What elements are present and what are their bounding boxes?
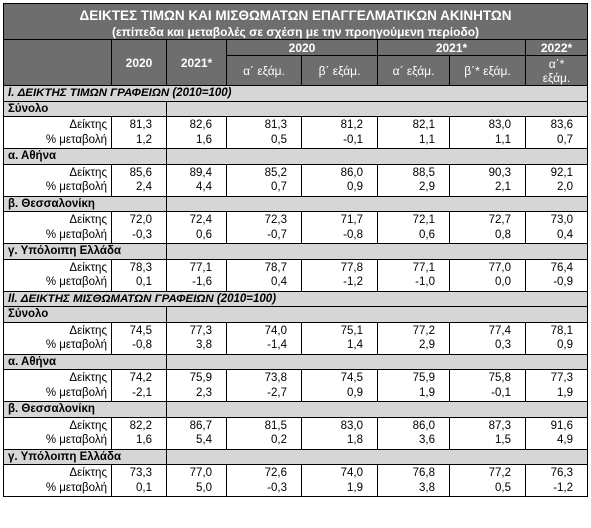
change-value: 3,6 — [378, 433, 450, 449]
change-value: 0,8 — [450, 228, 526, 244]
change-label: % μεταβολή — [4, 133, 112, 149]
group-header-row — [4, 402, 588, 418]
index-row — [4, 370, 588, 386]
index-value: 76,3 — [526, 465, 588, 481]
group-title: α. Αθήνα — [4, 149, 167, 165]
index-value: 72,6 — [227, 465, 302, 481]
index-value: 77,1 — [167, 259, 227, 275]
index-value: 77,2 — [378, 322, 450, 338]
change-value: -0,1 — [302, 133, 378, 149]
group-header-filler — [167, 101, 588, 117]
change-value: -0,3 — [112, 228, 167, 244]
group-header-filler — [167, 196, 588, 212]
index-value: 88,5 — [378, 164, 450, 180]
group-title: β. Θεσσαλονίκη — [4, 196, 167, 212]
index-value: 77,1 — [378, 259, 450, 275]
title-row — [4, 4, 588, 25]
group-header-row — [4, 449, 588, 465]
index-value: 77,3 — [167, 322, 227, 338]
index-value: 72,7 — [450, 212, 526, 228]
change-value: 3,8 — [378, 481, 450, 497]
change-value: 2,9 — [378, 180, 450, 196]
index-value: 74,0 — [227, 322, 302, 338]
change-row — [4, 228, 588, 244]
change-value: 0,9 — [526, 338, 588, 354]
change-row — [4, 338, 588, 354]
index-label: Δείκτης — [4, 259, 112, 275]
index-value: 82,1 — [378, 117, 450, 133]
index-value: 72,1 — [378, 212, 450, 228]
change-label: % μεταβολή — [4, 228, 112, 244]
group-header-row — [4, 244, 588, 260]
table-container — [3, 3, 587, 497]
index-value: 82,2 — [112, 417, 167, 433]
index-value: 76,4 — [526, 259, 588, 275]
index-label: Δείκτης — [4, 322, 112, 338]
change-value: 0,0 — [450, 275, 526, 291]
index-value: 73,3 — [112, 465, 167, 481]
change-value: 2,0 — [526, 180, 588, 196]
index-row — [4, 465, 588, 481]
index-value: 77,0 — [450, 259, 526, 275]
change-value: -1,2 — [302, 275, 378, 291]
table-body — [4, 86, 588, 497]
header-row-years — [4, 40, 588, 56]
group-header-row — [4, 101, 588, 117]
change-value: 3,8 — [167, 338, 227, 354]
change-value: 1,9 — [378, 386, 450, 402]
change-value: -2,1 — [112, 386, 167, 402]
index-value: 81,3 — [227, 117, 302, 133]
index-value: 74,0 — [302, 465, 378, 481]
group-title: β. Θεσσαλονίκη — [4, 402, 167, 418]
header-year-2020: 2020 — [112, 40, 167, 86]
index-value: 86,0 — [302, 164, 378, 180]
change-value: 4,9 — [526, 433, 588, 449]
change-value: 0,4 — [526, 228, 588, 244]
group-header-filler — [167, 402, 588, 418]
index-label: Δείκτης — [4, 465, 112, 481]
index-value: 89,4 — [167, 164, 227, 180]
change-value: 2,9 — [378, 338, 450, 354]
change-value: -0,3 — [227, 481, 302, 497]
change-value: 0,5 — [227, 133, 302, 149]
group-title: γ. Υπόλοιπη Ελλάδα — [4, 449, 167, 465]
change-value: 1,2 — [112, 133, 167, 149]
change-label: % μεταβολή — [4, 386, 112, 402]
change-label: % μεταβολή — [4, 275, 112, 291]
header-2020-h1: α΄ εξάμ. — [227, 56, 302, 86]
header-group-2021: 2021* — [378, 40, 526, 56]
index-value: 72,4 — [167, 212, 227, 228]
index-value: 73,0 — [526, 212, 588, 228]
change-value: 1,4 — [302, 338, 378, 354]
change-value: 5,4 — [167, 433, 227, 449]
change-value: 0,4 — [227, 275, 302, 291]
index-value: 78,7 — [227, 259, 302, 275]
index-value: 74,5 — [302, 370, 378, 386]
change-value: 4,4 — [167, 180, 227, 196]
index-row — [4, 259, 588, 275]
change-value: -1,2 — [526, 481, 588, 497]
index-value: 90,3 — [450, 164, 526, 180]
property-index-table — [3, 3, 588, 497]
group-header-filler — [167, 149, 588, 165]
group-title: γ. Υπόλοιπη Ελλάδα — [4, 244, 167, 260]
change-row — [4, 180, 588, 196]
index-value: 75,1 — [302, 322, 378, 338]
change-value: 0,7 — [526, 133, 588, 149]
header-2021-h1: α΄ εξάμ. — [378, 56, 450, 86]
header-2022-h1-line1: α΄* — [526, 56, 588, 72]
change-value: 2,3 — [167, 386, 227, 402]
index-value: 77,3 — [526, 370, 588, 386]
index-value: 74,2 — [112, 370, 167, 386]
header-2020-h2: β΄ εξάμ. — [302, 56, 378, 86]
header-year-2021: 2021* — [167, 40, 227, 86]
index-value: 77,8 — [302, 259, 378, 275]
index-value: 76,8 — [378, 465, 450, 481]
group-header-filler — [167, 354, 588, 370]
change-row — [4, 433, 588, 449]
change-value: 0,9 — [302, 386, 378, 402]
group-header-filler — [167, 244, 588, 260]
change-value: 0,9 — [302, 180, 378, 196]
change-label: % μεταβολή — [4, 180, 112, 196]
change-value: 1,9 — [526, 386, 588, 402]
subtitle-row — [4, 24, 588, 40]
index-row — [4, 322, 588, 338]
change-value: 1,1 — [378, 133, 450, 149]
index-value: 72,3 — [227, 212, 302, 228]
change-value: 2,1 — [450, 180, 526, 196]
change-value: 2,4 — [112, 180, 167, 196]
index-value: 73,8 — [227, 370, 302, 386]
index-value: 72,0 — [112, 212, 167, 228]
group-header-row — [4, 307, 588, 323]
index-row — [4, 212, 588, 228]
change-value: -0,1 — [450, 386, 526, 402]
change-value: 0,6 — [378, 228, 450, 244]
change-value: 1,8 — [302, 433, 378, 449]
change-value: -1,0 — [378, 275, 450, 291]
change-value: 1,6 — [112, 433, 167, 449]
change-value: 1,5 — [450, 433, 526, 449]
group-title: Σύνολο — [4, 307, 167, 323]
index-value: 77,0 — [167, 465, 227, 481]
index-value: 86,7 — [167, 417, 227, 433]
index-value: 83,0 — [302, 417, 378, 433]
index-label: Δείκτης — [4, 370, 112, 386]
change-value: -0,8 — [112, 338, 167, 354]
index-value: 75,9 — [378, 370, 450, 386]
index-value: 74,5 — [112, 322, 167, 338]
change-value: 0,5 — [450, 481, 526, 497]
change-value: -0,9 — [526, 275, 588, 291]
change-value: 0,2 — [227, 433, 302, 449]
change-label: % μεταβολή — [4, 433, 112, 449]
change-value: 0,1 — [112, 481, 167, 497]
index-row — [4, 164, 588, 180]
index-label: Δείκτης — [4, 417, 112, 433]
index-value: 87,3 — [450, 417, 526, 433]
group-header-row — [4, 354, 588, 370]
index-value: 77,2 — [450, 465, 526, 481]
change-value: 1,9 — [302, 481, 378, 497]
change-value: -2,7 — [227, 386, 302, 402]
change-row — [4, 481, 588, 497]
index-value: 75,9 — [167, 370, 227, 386]
index-value: 78,3 — [112, 259, 167, 275]
index-value: 82,6 — [167, 117, 227, 133]
index-value: 81,3 — [112, 117, 167, 133]
header-2022-h1-line2: εξάμ. — [526, 71, 588, 86]
change-row — [4, 275, 588, 291]
section-title: II. ΔΕΙΚΤΗΣ ΜΙΣΘΩΜΑΤΩΝ ΓΡΑΦΕΙΩΝ (2010=100) — [4, 291, 588, 307]
group-header-row — [4, 149, 588, 165]
header-group-2022: 2022* — [526, 40, 588, 56]
change-label: % μεταβολή — [4, 481, 112, 497]
index-value: 78,1 — [526, 322, 588, 338]
group-title: Σύνολο — [4, 101, 167, 117]
index-value: 81,5 — [227, 417, 302, 433]
group-header-row — [4, 196, 588, 212]
index-value: 91,6 — [526, 417, 588, 433]
index-value: 86,0 — [378, 417, 450, 433]
header-group-2020: 2020 — [227, 40, 378, 56]
change-value: -1,6 — [167, 275, 227, 291]
index-value: 83,6 — [526, 117, 588, 133]
index-value: 77,4 — [450, 322, 526, 338]
table-title: ΔΕΙΚΤΕΣ ΤΙΜΩΝ ΚΑΙ ΜΙΣΘΩΜΑΤΩΝ ΕΠΑΓΓΕΛΜΑΤΙΚΩΝ ΑΚΙΝΗΤΩΝ — [4, 4, 588, 25]
change-value: 0,6 — [167, 228, 227, 244]
section-header-row — [4, 86, 588, 102]
index-label: Δείκτης — [4, 212, 112, 228]
change-label: % μεταβολή — [4, 338, 112, 354]
change-value: -0,7 — [227, 228, 302, 244]
change-value: -1,4 — [227, 338, 302, 354]
table-subtitle: (επίπεδα και μεταβολές σε σχέση με την προηγούμενη περίοδο) — [4, 24, 588, 40]
index-value: 85,2 — [227, 164, 302, 180]
index-value: 71,7 — [302, 212, 378, 228]
index-row — [4, 417, 588, 433]
section-header-row — [4, 291, 588, 307]
index-value: 92,1 — [526, 164, 588, 180]
group-header-filler — [167, 307, 588, 323]
change-value: 5,0 — [167, 481, 227, 497]
change-row — [4, 386, 588, 402]
index-value: 75,8 — [450, 370, 526, 386]
change-value: 0,1 — [112, 275, 167, 291]
section-title: I. ΔΕΙΚΤΗΣ ΤΙΜΩΝ ΓΡΑΦΕΙΩΝ (2010=100) — [4, 86, 588, 102]
index-row — [4, 117, 588, 133]
index-value: 81,2 — [302, 117, 378, 133]
index-label: Δείκτης — [4, 117, 112, 133]
header-blank — [4, 40, 112, 86]
index-label: Δείκτης — [4, 164, 112, 180]
change-value: 1,1 — [450, 133, 526, 149]
header-2021-h2: β΄* εξάμ. — [450, 56, 526, 86]
change-value: 0,3 — [450, 338, 526, 354]
change-value: 0,7 — [227, 180, 302, 196]
change-value: 1,6 — [167, 133, 227, 149]
group-header-filler — [167, 449, 588, 465]
group-title: α. Αθήνα — [4, 354, 167, 370]
change-row — [4, 133, 588, 149]
change-value: -0,8 — [302, 228, 378, 244]
index-value: 83,0 — [450, 117, 526, 133]
index-value: 85,6 — [112, 164, 167, 180]
